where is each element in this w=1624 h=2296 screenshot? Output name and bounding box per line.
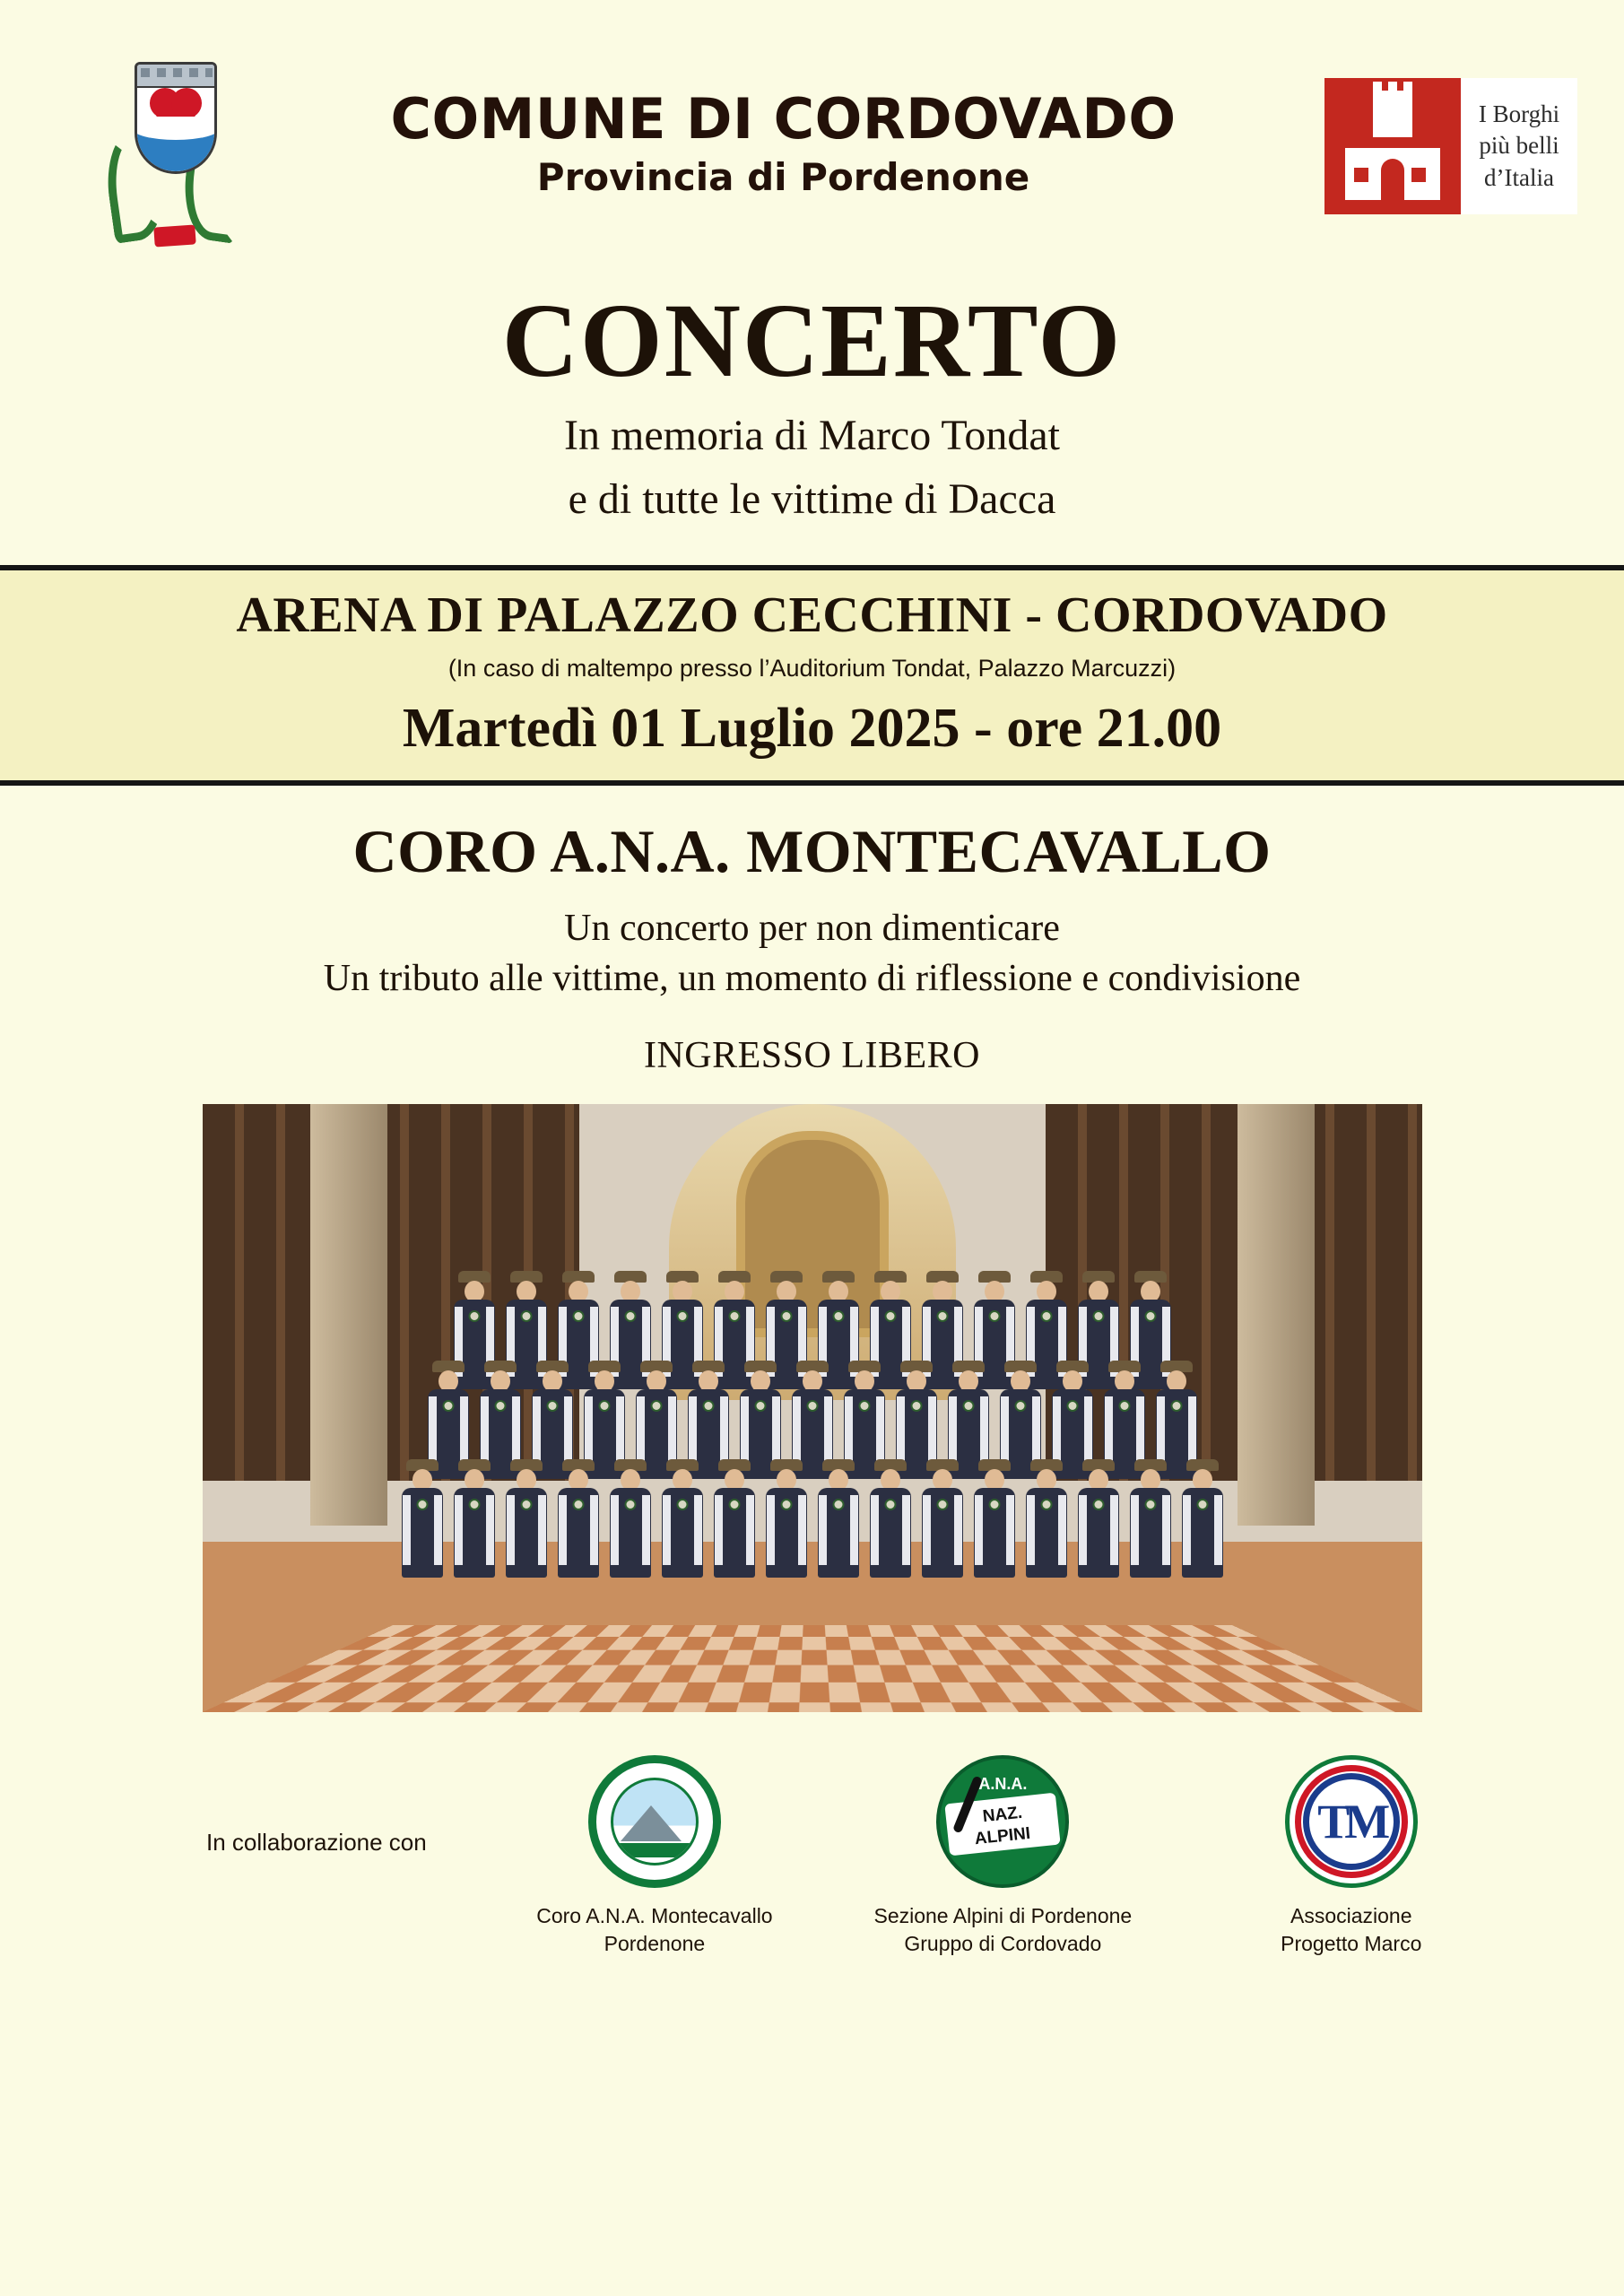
borghi-line-3: d’Italia bbox=[1484, 163, 1554, 191]
partner-caption bbox=[1217, 1902, 1486, 1958]
borghi-piu-belli-logo bbox=[1324, 78, 1577, 214]
ana-alpini-logo-icon bbox=[936, 1755, 1069, 1888]
church-floor bbox=[203, 1625, 1422, 1712]
choir-member bbox=[451, 1459, 498, 1578]
poster-header bbox=[0, 0, 1624, 269]
shield-icon bbox=[135, 62, 217, 174]
event-datetime: Martedì 01 Luglio 2025 - ore 21.00 bbox=[402, 698, 1222, 760]
municipality-name: COMUNE DI CORDOVADO bbox=[390, 85, 1177, 152]
event-details-band bbox=[0, 565, 1624, 786]
borghi-line-2: più belli bbox=[1479, 132, 1559, 160]
dedication-line-2: e di tutte le vittime di Dacca bbox=[568, 475, 1056, 524]
choir-member bbox=[971, 1459, 1018, 1578]
choir-photo bbox=[203, 1104, 1422, 1712]
borghi-mark-icon bbox=[1324, 78, 1461, 214]
free-entry-notice: INGRESSO LIBERO bbox=[643, 1035, 981, 1077]
alpini-logo-bottom-text: ALPINI bbox=[974, 1824, 1032, 1849]
dedication-line-1: In memoria di Marco Tondat bbox=[564, 412, 1060, 460]
title-block bbox=[0, 269, 1624, 533]
choir-row-front bbox=[256, 1459, 1368, 1578]
venue-fallback-note: (In caso di maltempo presso l’Auditorium Tondat, Palazzo Marcuzzi) bbox=[447, 655, 1177, 683]
partner-caption-line-2: Progetto Marco bbox=[1281, 1932, 1422, 1956]
partner-caption-line-2: Pordenone bbox=[604, 1932, 706, 1956]
choir-tagline-1: Un concerto per non dimenticare bbox=[564, 908, 1060, 950]
choir-member bbox=[399, 1459, 446, 1578]
shield-crown-icon bbox=[137, 65, 214, 88]
choir-members bbox=[256, 1282, 1368, 1578]
choir-member bbox=[763, 1459, 810, 1578]
partner-coro-ana-montecavallo bbox=[520, 1755, 789, 1958]
borghi-line-1: I Borghi bbox=[1478, 100, 1560, 127]
partner-logos bbox=[427, 1755, 1525, 1958]
tower-icon bbox=[1373, 91, 1412, 137]
venue-name: ARENA DI PALAZZO CECCHINI - CORDOVADO bbox=[236, 587, 1388, 644]
ribbon-icon bbox=[153, 224, 195, 247]
house-icon bbox=[1345, 148, 1440, 200]
borghi-wordmark bbox=[1461, 78, 1577, 214]
mountain-icon bbox=[611, 1778, 699, 1866]
poster-footer bbox=[0, 1712, 1624, 1958]
choir-member bbox=[1075, 1459, 1122, 1578]
municipal-crest-icon bbox=[108, 53, 242, 246]
coro-ana-montecavallo-logo-icon bbox=[588, 1755, 721, 1888]
choir-photo-image bbox=[203, 1104, 1422, 1712]
choir-tagline-2: Un tributo alle vittime, un momento di riflessione e condivisione bbox=[323, 958, 1301, 1000]
choir-member bbox=[503, 1459, 550, 1578]
choir-member bbox=[711, 1459, 758, 1578]
alpini-logo-mid-text: NAZ. bbox=[982, 1804, 1024, 1827]
header-titles bbox=[242, 85, 1324, 200]
choir-block bbox=[0, 786, 1624, 1077]
progetto-marco-monogram: TM bbox=[1317, 1795, 1385, 1849]
choir-name: CORO A.N.A. MONTECAVALLO bbox=[352, 817, 1272, 886]
partner-caption-line-1: Sezione Alpini di Pordenone bbox=[873, 1904, 1133, 1928]
alpini-logo-top-text: A.N.A. bbox=[978, 1775, 1028, 1794]
partner-caption-line-1: Coro A.N.A. Montecavallo bbox=[536, 1904, 773, 1928]
choir-member bbox=[607, 1459, 654, 1578]
progetto-marco-logo-icon bbox=[1285, 1755, 1418, 1888]
choir-member bbox=[555, 1459, 602, 1578]
choir-member bbox=[1023, 1459, 1070, 1578]
choir-member bbox=[867, 1459, 914, 1578]
partner-caption-line-2: Gruppo di Cordovado bbox=[904, 1932, 1102, 1956]
partner-caption-line-1: Associazione bbox=[1290, 1904, 1412, 1928]
partner-caption bbox=[520, 1902, 789, 1958]
collaboration-label: In collaborazione con bbox=[206, 1829, 427, 1857]
choir-member bbox=[919, 1459, 966, 1578]
choir-member bbox=[1179, 1459, 1226, 1578]
wave-icon bbox=[137, 125, 214, 171]
choir-member bbox=[1127, 1459, 1174, 1578]
page-title: CONCERTO bbox=[501, 282, 1123, 399]
partner-sezione-alpini-pordenone bbox=[868, 1755, 1137, 1958]
partner-progetto-marco bbox=[1217, 1755, 1486, 1958]
province-name: Provincia di Pordenone bbox=[536, 155, 1030, 200]
choir-member bbox=[659, 1459, 706, 1578]
partner-caption bbox=[868, 1902, 1137, 1958]
choir-member bbox=[815, 1459, 862, 1578]
